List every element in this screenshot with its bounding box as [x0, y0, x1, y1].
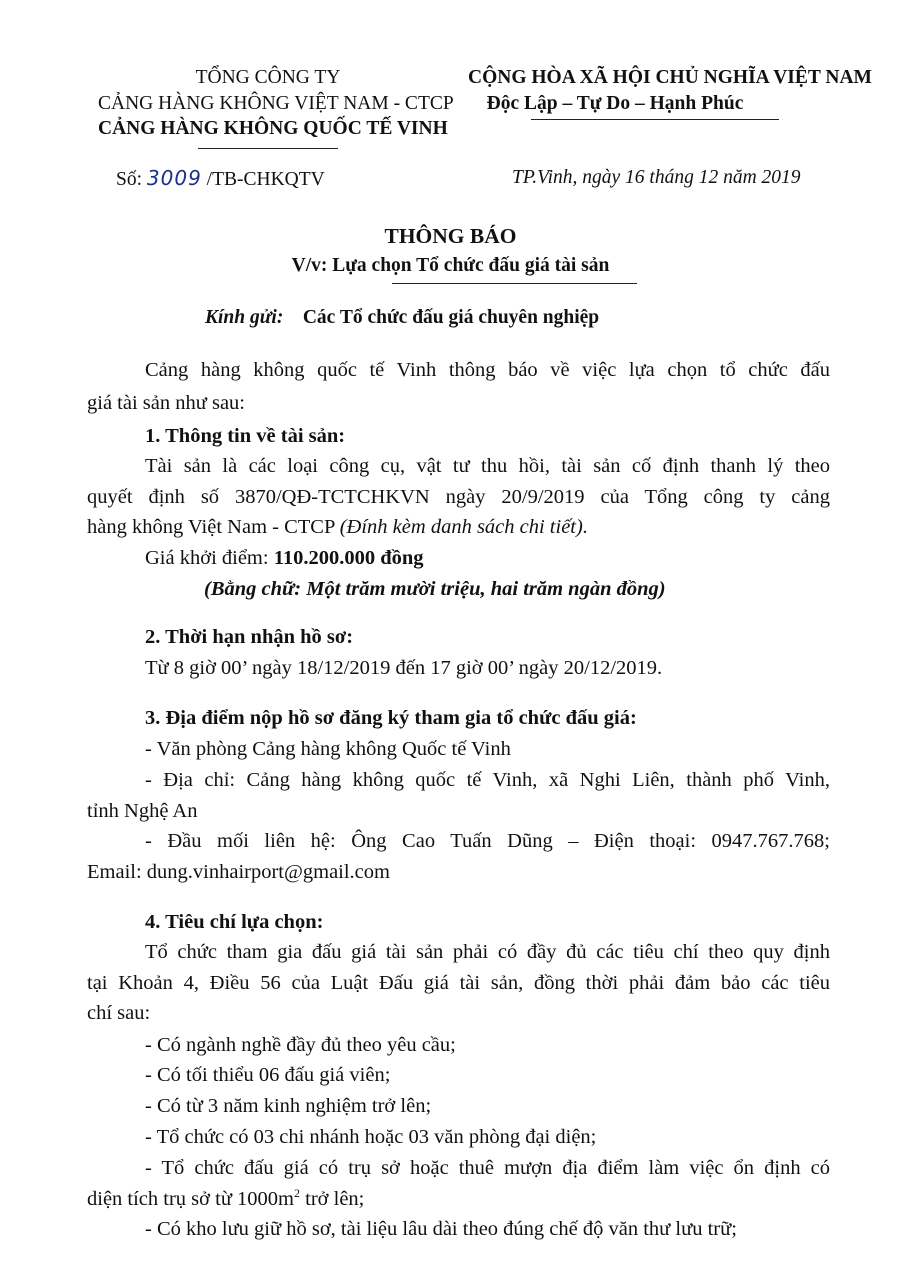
- area-text: diện tích trụ sở từ 1000m: [87, 1188, 295, 1210]
- motto: Độc Lập – Tự Do – Hạnh Phúc: [486, 93, 744, 114]
- motto-underline: [531, 119, 779, 120]
- recipient-label: Kính gửi:: [205, 307, 284, 328]
- section-4-line-1: Tổ chức tham gia đấu giá tài sản phải có đầy đủ các tiêu chí theo quy định: [145, 941, 830, 963]
- section-1-line-2: quyết định số 3870/QĐ-TCTCHKVN ngày 20/9/2019 của Tổng công ty cảng: [87, 486, 830, 508]
- notice-subject: V/v: Lựa chọn Tổ chức đấu giá tài sản: [291, 255, 610, 276]
- section-1-line-1: Tài sản là các loại công cụ, vật tư thu hồi, tài sản cố định thanh lý theo: [145, 455, 830, 477]
- recipient-line: [205, 307, 599, 329]
- contact-line: - Đầu mối liên hệ: Ông Cao Tuấn Dũng – Điện thoại: 0947.767.768;: [145, 830, 830, 852]
- section-4-line-2: tại Khoản 4, Điều 56 của Luật Đấu giá tài sản, đồng thời phải đảm bảo các tiêu: [87, 972, 830, 994]
- notice-title: THÔNG BÁO: [384, 224, 517, 248]
- nation-title: CỘNG HÒA XÃ HỘI CHỦ NGHĨA VIỆT NAM: [468, 67, 872, 88]
- price-in-words: (Bằng chữ: Một trăm mười triệu, hai trăm ngàn đồng): [204, 578, 666, 600]
- email-line: Email: dung.vinhairport@gmail.com: [87, 861, 390, 883]
- org-underline: [198, 148, 338, 149]
- section-2-heading: 2. Thời hạn nhận hồ sơ:: [145, 626, 354, 648]
- section-1-line-3: [87, 516, 588, 539]
- intro-line-2: giá tài sản như sau:: [87, 392, 245, 414]
- place-date: TP.Vinh, ngày 16 tháng 12 năm 2019: [512, 167, 801, 188]
- criteria-item-6: - Có kho lưu giữ hồ sơ, tài liệu lâu dài theo đúng chế độ văn thư lưu trữ;: [145, 1218, 737, 1240]
- section-4-line-3: chí sau:: [87, 1002, 151, 1024]
- intro-line-1: Cảng hàng không quốc tế Vinh thông báo về việc lựa chọn tổ chức đấu: [145, 359, 830, 381]
- org-line-3: CẢNG HÀNG KHÔNG QUỐC TẾ VINH: [98, 118, 448, 139]
- section-3-line-3: tỉnh Nghệ An: [87, 800, 198, 822]
- document-number: [116, 166, 325, 191]
- price-label: Giá khởi điểm:: [145, 547, 274, 569]
- criteria-item-4: - Tổ chức có 03 chi nhánh hoặc 03 văn phòng đại diện;: [145, 1126, 597, 1148]
- number-suffix: /TB-CHKQTV: [206, 169, 325, 190]
- criteria-item-5-line-2: [87, 1188, 364, 1211]
- org-line-1: TỔNG CÔNG TY: [195, 67, 341, 88]
- section-1-heading: 1. Thông tin về tài sản:: [145, 425, 346, 447]
- criteria-item-5-line-1: - Tổ chức đấu giá có trụ sở hoặc thuê mượn địa điểm làm việc ổn định có: [145, 1157, 830, 1179]
- subject-underline: [392, 283, 637, 284]
- recipient-value: Các Tổ chức đấu giá chuyên nghiệp: [302, 307, 600, 328]
- section-1-line-3-text: hàng không Việt Nam - CTCP: [87, 516, 340, 538]
- section-2-line-1: Từ 8 giờ 00’ ngày 18/12/2019 đến 17 giờ 00’ ngày 20/12/2019.: [145, 657, 663, 679]
- criteria-item-2: - Có tối thiểu 06 đấu giá viên;: [145, 1064, 391, 1086]
- starting-price: [145, 547, 424, 570]
- area-text-suffix: trở lên;: [300, 1188, 365, 1210]
- section-4-heading: 4. Tiêu chí lựa chọn:: [145, 911, 324, 933]
- criteria-item-3: - Có từ 3 năm kinh nghiệm trở lên;: [145, 1095, 432, 1117]
- attachment-note: (Đính kèm danh sách chi tiết).: [339, 516, 588, 538]
- price-value: 110.200.000 đồng: [273, 547, 424, 569]
- section-3-heading: 3. Địa điểm nộp hồ sơ đăng ký tham gia tổ chức đấu giá:: [145, 707, 637, 729]
- org-line-2: CẢNG HÀNG KHÔNG VIỆT NAM - CTCP: [98, 93, 454, 114]
- area-exponent: 2: [294, 1186, 301, 1201]
- number-label: Số:: [116, 169, 143, 190]
- section-3-line-2: - Địa chỉ: Cảng hàng không quốc tế Vinh, xã Nghi Liên, thành phố Vinh,: [145, 769, 830, 791]
- handwritten-number: 3009: [146, 166, 202, 190]
- section-3-line-1: - Văn phòng Cảng hàng không Quốc tế Vinh: [145, 738, 511, 760]
- criteria-item-1: - Có ngành nghề đầy đủ theo yêu cầu;: [145, 1034, 456, 1056]
